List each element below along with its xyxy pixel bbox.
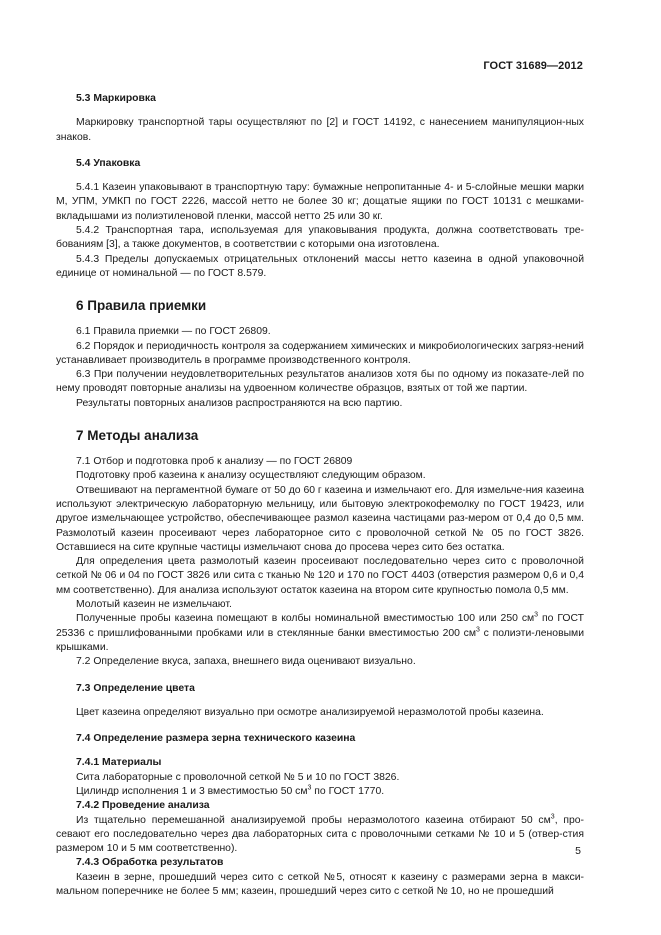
text-run: Цилиндр исполнения 1 и 3 вместимостью 50 см (76, 785, 308, 797)
paragraph: 5.4.3 Пределы допускаемых отрицательных отклонений массы нетто казеина в одной упаковочной единице от номинальной — по ГОСТ 8.579. (56, 253, 584, 279)
paragraph: Подготовку проб казеина к анализу осуществляют следующим образом. (76, 470, 426, 482)
text-run: по ГОСТ 1770. (311, 785, 385, 797)
superscript: 3 (550, 813, 555, 821)
paragraph: 5.4.2 Транспортная тара, используемая для упаковывания продукта, должна соответствовать тре-бованиям [3], а также документов, в соответствии с которыми она изготовлена. (56, 225, 584, 251)
paragraph: Маркировку транспортной тары осуществляют по [2] и ГОСТ 14192, с нанесением манипуляцион-ных знаков. (56, 117, 584, 143)
paragraph: 6.1 Правила приемки — по ГОСТ 26809. (76, 326, 271, 338)
subsection-heading-7-4-3: 7.4.3 Обработка результатов (76, 857, 224, 869)
paragraph: 6.2 Порядок и периодичность контроля за содержанием химических и микробиологических загряз-нений устанавливает производитель в программе производственного контроля. (56, 340, 584, 366)
section-heading-7: 7 Методы анализа (76, 428, 199, 444)
text-run: Из тщательно перемешанной анализируемой пробы неразмолотого казеина отбирают 50 см (76, 814, 551, 826)
paragraph: 7.2 Определение вкуса, запаха, внешнего вида оценивают визуально. (76, 656, 416, 668)
paragraph (56, 785, 584, 799)
text-run: Полученные пробы казеина помещают в колбы номинальной вместимостью 100 или 250 см (76, 613, 535, 625)
section-heading-7-3: 7.3 Определение цвета (76, 682, 195, 694)
section-heading-5-3: 5.3 Маркировка (76, 93, 156, 104)
page-number: 5 (575, 845, 581, 857)
section-heading-5-4: 5.4 Упаковка (76, 157, 141, 169)
paragraph (56, 612, 584, 655)
superscript: 3 (534, 611, 539, 619)
section-heading-6: 6 Правила приемки (76, 298, 207, 314)
paragraph (56, 814, 584, 857)
paragraph: Сита лабораторные с проволочной сеткой № 5 и 10 по ГОСТ 3826. (76, 771, 400, 783)
subsection-heading-7-4-2: 7.4.2 Проведение анализа (76, 800, 210, 812)
document-body (56, 92, 584, 899)
document-header: ГОСТ 31689—2012 (483, 60, 583, 72)
superscript: 3 (307, 784, 312, 792)
superscript: 3 (476, 626, 480, 634)
paragraph: Цвет казеина определяют визуально при осмотре анализируемой неразмолотой пробы казеина. (76, 706, 544, 718)
text-run: с полиэти-леновыми крышками. (56, 627, 585, 653)
paragraph: Результаты повторных анализов распространяются на всю партию. (76, 397, 403, 409)
paragraph: 7.1 Отбор и подготовка проб к анализу — по ГОСТ 26809 (76, 456, 353, 468)
paragraph: Казеин в зерне, прошедший через сито с сеткой №5, относят к казеину с размерами зерна в макси-мальном поперечнике не более 5 мм; казеин, прошедший через сито с сеткой № 10, но не прошедший (56, 871, 584, 898)
text-run: , про-севают его последовательно через два лабораторных сита с проволочными сетками № 10 и 5 (отвер-стия размером 10 и 5 мм соответственно). (56, 814, 585, 855)
paragraph: Для определения цвета размолотый казеин просеивают последовательно через сито с проволочной сеткой № 06 и 04 по ГОСТ 3826 или сита с тканью № 120 и 170 по ГОСТ 4403 (отверстия размером 0,6 и 0,4 мм соответственно). Для анализа используют остаток казеина на втором сите крупностью помола 0,5 мм. (56, 556, 584, 596)
paragraph: Отвешивают на пергаментной бумаге от 50 до 60 г казеина и измельчают его. Для измельче-ния казеина используют электрическую лабораторную мельницу, или бытовую электрокофемолку по ГОСТ 19423, или другое измельчающее устройство, обеспечивающее размол казеина частицами раз-мером от 0,4 до 0,5 мм. Размолотый казеин просеивают через лабораторное сито с проволочной сеткой № 05 по ГОСТ 3826. Оставшиеся на сите крупные частицы измельчают снова до просева через сито без остатка. (56, 484, 584, 553)
paragraph: 6.3 При получении неудовлетворительных результатов анализов хотя бы по одному из показате-лей по нему проводят повторные анализы на удвоенном количестве образцов, взятых от той же партии. (56, 369, 584, 395)
paragraph: 5.4.1 Казеин упаковывают в транспортную тару: бумажные непропитанные 4- и 5-слойные мешки марки М, УПМ, УМКП по ГОСТ 2226, массой нетто не более 30 кг; дощатые ящики по ГОСТ 10131 с мешками-вкладышами из полиэтиленовой пленки, массой нетто 25 или 30 кг. (56, 182, 584, 222)
text-run: по ГОСТ 25336 с пришлифованными пробками или в стеклянные банки вместимостью 200 см (56, 613, 584, 639)
section-heading-7-4: 7.4 Определение размера зерна технического казеина (76, 733, 356, 745)
subsection-heading-7-4-1: 7.4.1 Материалы (76, 757, 162, 769)
paragraph: Молотый казеин не измельчают. (76, 599, 232, 611)
